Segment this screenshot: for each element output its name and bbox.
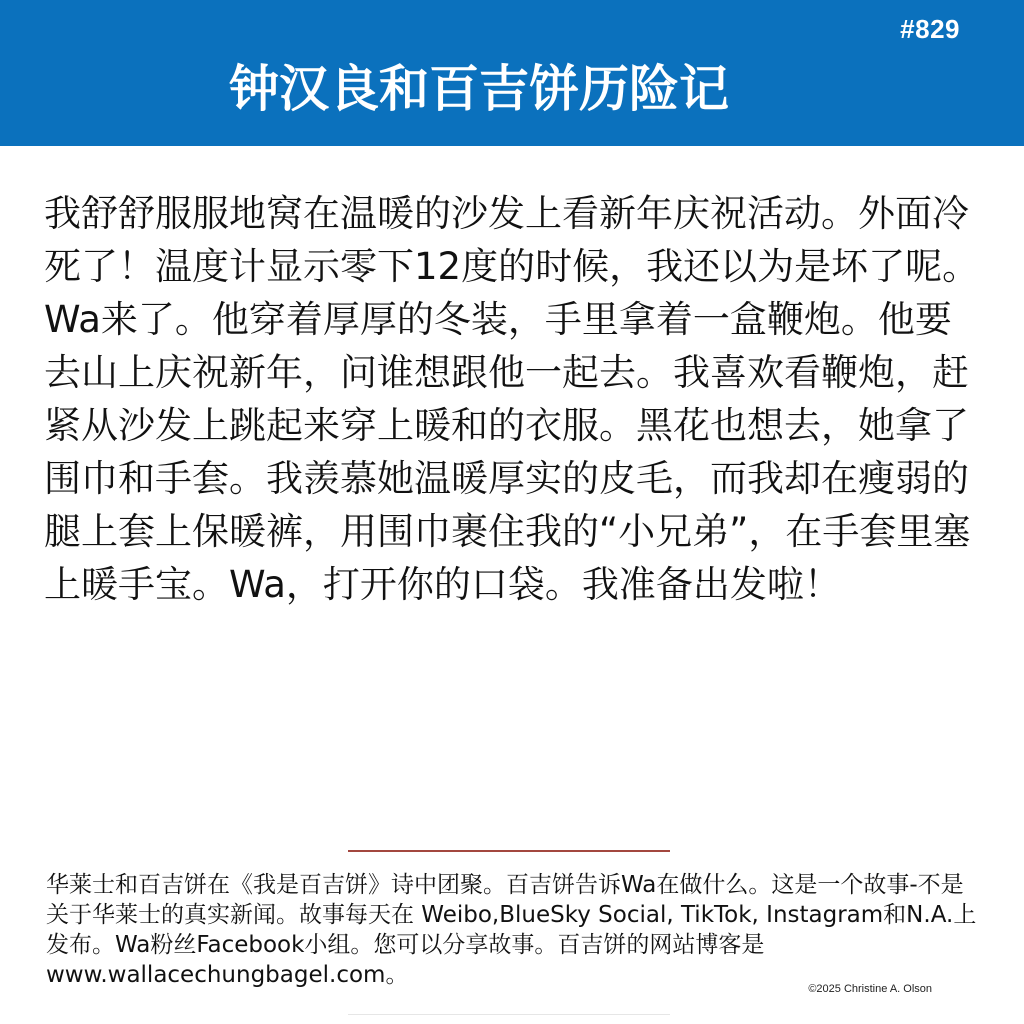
footer-note: 华莱士和百吉饼在《我是百吉饼》诗中团聚。百吉饼告诉Wa在做什么。这是一个故事-不是关于华莱士的真实新闻。故事每天在 Weibo,BlueSky Social, TikTok, Instagram和N.A.上发布。Wa粉丝Facebook小组。您可以分享故事。百吉饼的网站博客是www.wallacechungbagel.com。 <box>46 872 977 988</box>
episode-number: #829 <box>900 14 960 44</box>
page-title: 钟汉良和百吉饼历险记 <box>229 60 729 118</box>
copyright-notice: ©2025 Christine A. Olson <box>808 983 932 995</box>
bottom-rule <box>348 1014 670 1015</box>
footer-divider <box>348 850 670 852</box>
title-banner <box>0 0 1024 146</box>
story-paragraph: 我舒舒服服地窝在温暖的沙发上看新年庆祝活动。外面冷死了！温度计显示零下12度的时候，我还以为是坏了呢。Wa来了。他穿着厚厚的冬装，手里拿着一盒鞭炮。他要去山上庆祝新年，问谁想跟他一起去。我喜欢看鞭炮，赶紧从沙发上跳起来穿上暖和的衣服。黑花也想去，她拿了围巾和手套。我羡慕她温暖厚实的皮毛，而我却在瘦弱的腿上套上保暖裤，用围巾裹住我的“小兄弟”，在手套里塞上暖手宝。Wa，打开你的口袋。我准备出发啦！ <box>44 192 980 606</box>
